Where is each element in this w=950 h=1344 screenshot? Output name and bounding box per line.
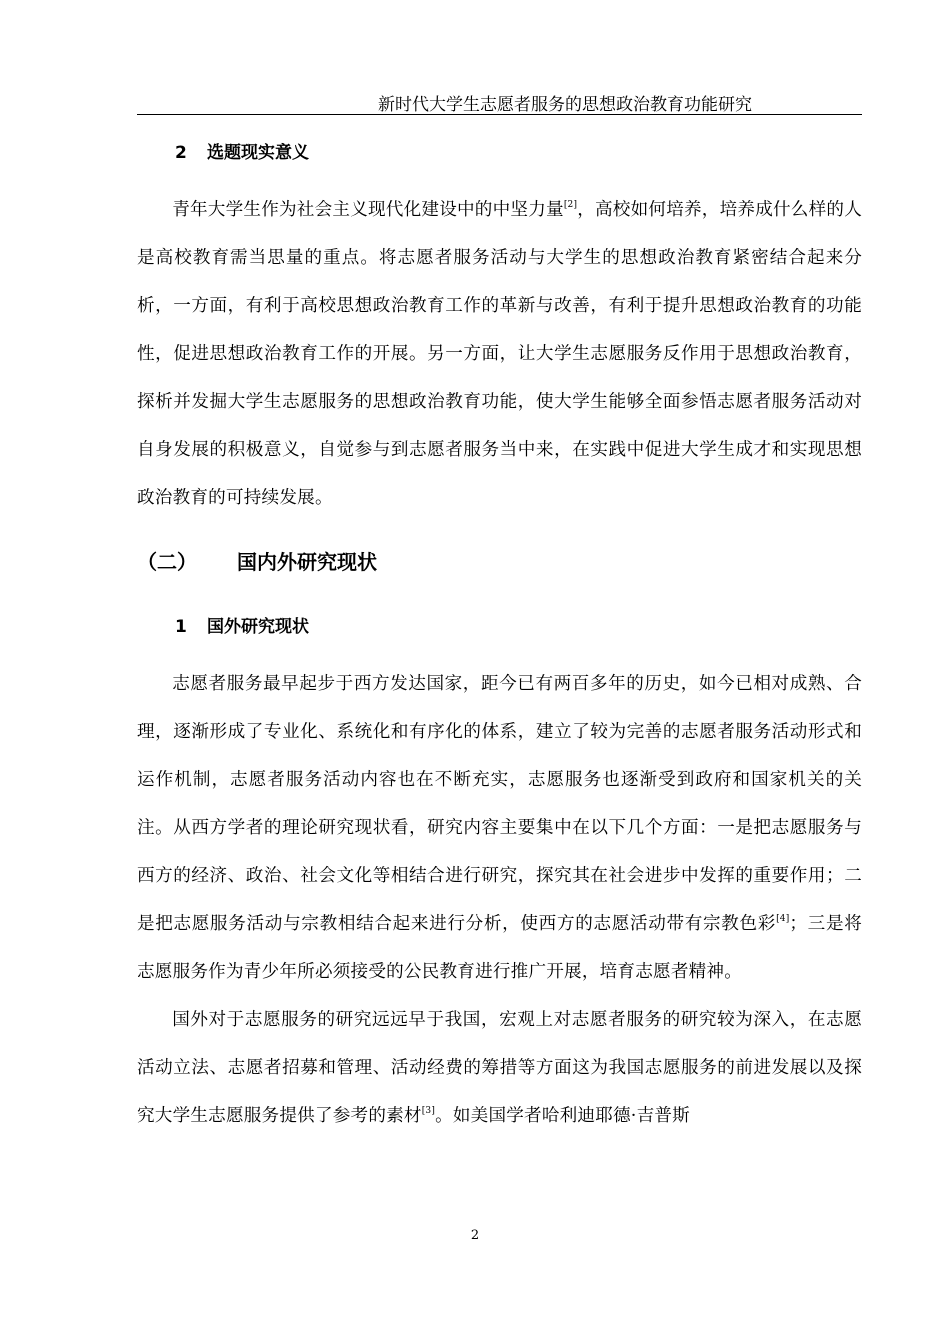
page-body [137, 138, 862, 1140]
section-heading-2 [137, 138, 862, 168]
paragraph-text: 青年大学生作为社会主义现代化建设中的中坚力量 [172, 200, 564, 220]
section-title: 选题现实意义 [207, 143, 309, 163]
paragraph-text: 。如美国学者哈利迪耶德·吉普斯 [435, 1106, 690, 1126]
header-rule [137, 114, 862, 115]
citation-ref: [2] [563, 200, 578, 210]
paragraph-text: ；三是将志愿服务作为青少年所必须接受的公民教育进行推广开展，培育志愿者精神。 [137, 914, 862, 982]
paragraph [137, 186, 862, 522]
paragraph-text: ，高校如何培养，培养成什么样的人是高校教育需当思量的重点。将志愿者服务活动与大学生的思想政治教育紧密结合起来分析，一方面，有利于高校思想政治教育工作的革新与改善，有利于提升思想政治教育的功能性，促进思想政治教育工作的开展。另一方面，让大学生志愿服务反作用于思想政治教育，探析并发掘大学生志愿服务的思想政治教育功能，使大学生能够全面参悟志愿者服务活动对自身发展的积极意义，自觉参与到志愿者服务当中来，在实践中促进大学生成才和实现思想政治教育的可持续发展。 [137, 200, 863, 508]
citation-ref: [4] [776, 914, 790, 924]
paragraph [137, 996, 862, 1140]
paragraph [137, 660, 862, 996]
section-heading-b [137, 542, 862, 582]
page-number: 2 [470, 1228, 480, 1243]
running-header: 新时代大学生志愿者服务的思想政治教育功能研究 [378, 95, 752, 115]
paragraph-text: 志愿者服务最早起步于西方发达国家，距今已有两百多年的历史，如今已相对成熟、合理，逐渐形成了专业化、系统化和有序化的体系，建立了较为完善的志愿者服务活动形式和运作机制，志愿者服务活动内容也在不断充实，志愿服务也逐渐受到政府和国家机关的关注。从西方学者的理论研究现状看，研究内容主要集中在以下几个方面：一是把志愿服务与西方的经济、政治、社会文化等相结合进行研究，探究其在社会进步中发挥的重要作用；二是把志愿服务活动与宗教相结合起来进行分析，使西方的志愿活动带有宗教色彩 [137, 674, 862, 934]
citation-ref: [3] [421, 1106, 436, 1116]
section-title: 国外研究现状 [207, 617, 309, 637]
section-number: （二） [137, 550, 197, 574]
section-title: 国内外研究现状 [237, 550, 377, 574]
section-heading-1 [137, 612, 862, 642]
paragraph-text: 国外对于志愿服务的研究远远早于我国，宏观上对志愿者服务的研究较为深入，在志愿活动立法、志愿者招募和管理、活动经费的筹措等方面这为我国志愿服务的前进发展以及探究大学生志愿服务提供了参考的素材 [137, 1010, 862, 1126]
section-number: 1 [175, 617, 187, 637]
section-number: 2 [175, 143, 187, 163]
